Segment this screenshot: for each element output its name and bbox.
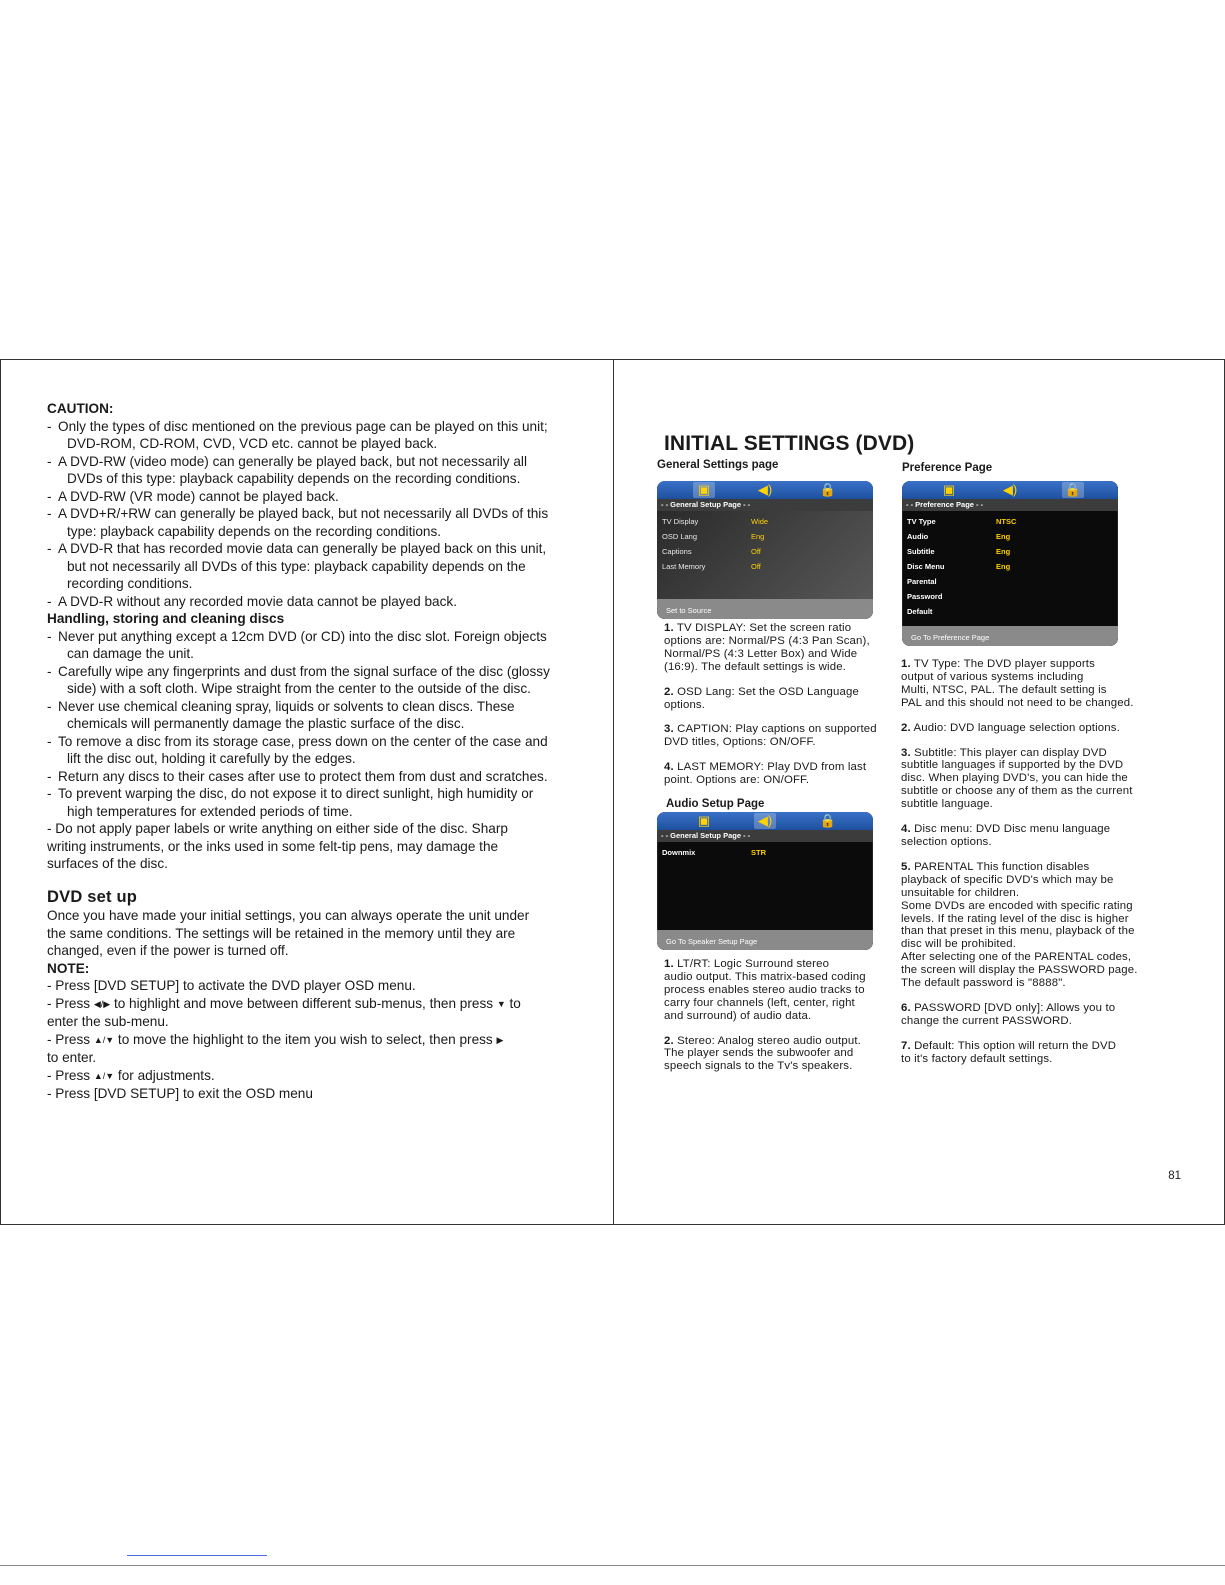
list-item-text: but not necessarily all DVDs of this type: playback capability depends on the [67,558,526,574]
preference-notes [901,658,1163,1078]
osd-row-label: Subtitle [907,547,935,556]
note-text: playback of specific DVD's which may be [901,873,1114,886]
note-paragraph [901,658,1163,710]
osd-row [902,589,1118,604]
note-line [664,774,896,787]
note-line-3: - Press ▲/▼ to move the highlight to the item you wish to select, then press ▶ [47,1031,567,1050]
note-text: than that preset in this menu, playback of the [901,925,1135,938]
caution-item [47,540,567,593]
list-item-text: A DVD-R without any recorded movie data cannot be played back. [58,593,457,609]
tv-icon: ▣ [942,482,956,497]
list-item-text: DVDs of this type: playback capability depends on the recording conditions. [67,471,521,486]
note-line [901,785,1163,798]
page-number: 81 [1168,1170,1181,1182]
tv-icon: ▣ [697,813,711,828]
note-text: carry four channels (left, center, right [664,996,855,1009]
bottom-rule [0,1565,1225,1566]
note-line [901,697,1163,710]
note-text: The default password is "8888". [901,977,1066,990]
note-text: options are: Normal/PS (4:3 Pan Scan), [664,634,870,647]
note-number: 1. [901,658,911,670]
list-item-text: chemicals will permanently damage the plastic surface of the disc. [67,716,465,731]
list-item-text: can damage the unit. [67,646,194,661]
note-line [664,984,896,997]
note-line [664,736,896,749]
handling-last-line: surfaces of the disc. [47,856,168,871]
handling-last-line: writing instruments, or the inks used in some felt-tip pens, may damage the [47,838,499,854]
list-dash: - [47,786,52,801]
general-notes [664,622,896,799]
manual-spread [0,359,1225,1225]
setup-text-line: the same conditions. The settings will be retained in the memory until they are [47,925,516,941]
list-item-text: Carefully wipe any fingerprints and dust from the signal surface of the disc (glossy [58,663,550,679]
note-line [664,1035,896,1048]
preference-page-label: Preference Page [902,462,993,474]
handling-item [47,628,567,663]
setup-text [47,907,567,960]
note-line [901,823,1163,836]
note-text: PAL and this should not need to be changed. [901,696,1134,709]
list-item-text: A DVD+R/+RW can generally be played back, but not necessarily all DVDs of this [58,506,549,521]
note-line [901,836,1163,849]
note-line [664,723,896,736]
note-line [664,1060,896,1073]
note-line [901,951,1163,964]
osd-header: - - Preference Page - - [902,499,1118,511]
note-paragraph [664,1035,896,1074]
list-dash: - [47,733,52,749]
list-item-text: Only the types of disc mentioned on the previous page can be played on this unit; [58,418,548,434]
list-item-text: To prevent warping the disc, do not expose it to direct sunlight, high humidity or [58,786,534,801]
list-dash: - [47,593,52,609]
note-text: The player sends the subwoofer and [664,1047,854,1060]
note-number: 5. [901,860,911,873]
osd-row [657,559,873,574]
page-title: INITIAL SETTINGS (DVD) [664,432,915,455]
note-line [901,798,1163,811]
speaker-icon: ◀) [754,813,776,829]
note-text: subtitle language. [901,798,993,811]
note-number: 2. [664,685,674,698]
list-dash: - [47,768,52,784]
note-line [664,1047,896,1060]
note-text: speech signals to the Tv's speakers. [664,1060,853,1073]
osd-row-label: Disc Menu [907,562,945,571]
note-line-1: - Press [DVD SETUP] to activate the DVD player OSD menu. [47,978,416,993]
note-line [901,887,1163,900]
note-text: options. [664,698,706,711]
note-line [901,658,1163,671]
list-item-text: high temperatures for extended periods of time. [67,803,353,819]
preference-setup-screen [902,481,1118,646]
list-item-text: A DVD-R that has recorded movie data can generally be played back on this unit, [58,541,547,556]
note-text: levels. If the rating level of the disc is higher [901,912,1129,925]
osd-row-value: STR [751,848,766,857]
audio-setup-screen [657,812,873,950]
osd-footer: Go To Preference Page [902,626,1118,646]
caution-item [47,453,567,488]
note-text: disc. When playing DVD's, you can hide the [901,772,1128,785]
note-paragraph [901,1002,1163,1028]
note-paragraph [901,722,1163,735]
left-page [0,359,614,1225]
osd-row [902,544,1118,559]
note-line [901,1040,1163,1053]
note-paragraph [664,622,896,674]
osd-row-label: Downmix [662,848,696,857]
note-paragraph [901,747,1163,812]
osd-header: - - General Setup Page - - [657,830,873,842]
bottom-link-underline [127,1555,267,1556]
osd-tab-bar [902,481,1118,499]
osd-row [657,514,873,529]
caution-item [47,418,567,453]
osd-row [657,845,873,860]
note-line [901,925,1163,938]
osd-row-label: TV Type [907,517,936,526]
list-item-text: To remove a disc from its storage case, press down on the center of the case and [58,733,548,749]
note-text: Some DVDs are encoded with specific rating [901,899,1133,912]
list-dash: - [47,628,52,644]
list-dash: - [47,453,52,469]
osd-row-label: Parental [907,577,937,586]
speaker-icon: ◀) [757,482,773,497]
osd-row-label: TV Display [662,517,699,526]
osd-row-label: Password [907,592,943,601]
handling-list [47,628,567,821]
setup-heading: DVD set up [47,887,138,906]
note-line [901,861,1163,874]
note-text: unsuitable for children. [901,886,1020,899]
note-line [901,722,1163,735]
note-text: PASSWORD [DVD only]: Allows you to [910,1001,1116,1014]
note-text: output of various systems including [901,670,1084,683]
list-item-text: Return any discs to their cases after use to protect them from dust and scratches. [58,768,548,784]
right-page [613,359,1225,1225]
note-text: Default: This option will return the DVD [910,1039,1117,1052]
list-item-text: lift the disc out, holding it carefully by the edges. [67,751,356,766]
note-text: LT/RT: Logic Surround stereo [673,958,830,970]
note-paragraph [901,823,1163,849]
note-line [901,671,1163,684]
note-number: 4. [664,761,674,774]
osd-tab-bar [657,481,873,499]
note-line [901,1015,1163,1028]
speaker-icon: ◀) [1002,482,1018,497]
note-text: selection options. [901,835,992,848]
note-paragraph [664,723,896,749]
osd-row-value: Eng [996,547,1011,556]
note-text: point. Options are: ON/OFF. [664,774,810,787]
note-text: PARENTAL This function disables [910,860,1090,873]
note-text: audio output. This matrix-based coding [664,970,866,983]
note-line-5: - Press [DVD SETUP] to exit the OSD menu [47,1086,313,1101]
note-line [901,772,1163,785]
tv-icon: ▣ [693,482,715,498]
handling-heading: Handling, storing and cleaning discs [47,611,285,626]
note-text: Stereo: Analog stereo audio output. [673,1034,861,1047]
handling-item [47,698,567,733]
note-line [901,874,1163,887]
list-item-text: A DVD-RW (VR mode) cannot be played back. [58,488,339,504]
note-text: LAST MEMORY: Play DVD from last [673,761,867,774]
note-text: CAPTION: Play captions on supported [673,723,877,736]
list-dash: - [47,663,52,679]
right-arrow-icon: ▶ [496,1034,504,1045]
note-line [664,622,896,635]
note-line [664,958,896,971]
note-line [901,964,1163,977]
osd-row-label: Audio [907,532,929,541]
caution-item [47,488,567,506]
osd-row-value: Eng [751,532,765,541]
list-item-text: recording conditions. [67,576,193,591]
note-line [664,1010,896,1023]
note-text: OSD Lang: Set the OSD Language [673,685,859,698]
note-line [901,938,1163,951]
note-line [901,759,1163,772]
note-text: TV Type: The DVD player supports [910,658,1095,670]
setup-text-line: changed, even if the power is turned off. [47,943,289,958]
note-number: 3. [901,746,911,759]
osd-row-label: Default [907,607,933,616]
list-dash: - [47,698,52,714]
caution-list [47,418,567,611]
note-line [901,1002,1163,1015]
osd-row [657,544,873,559]
note-line-3b: to enter. [47,1050,97,1065]
note-paragraph [664,761,896,787]
handling-item [47,785,567,820]
list-item-text: Never use chemical cleaning spray, liquids or solvents to clean discs. These [58,698,515,714]
note-text: After selecting one of the PARENTAL codes, [901,951,1132,964]
list-dash: - [47,541,52,556]
note-line [901,913,1163,926]
lock-icon: 🔒 [819,482,837,497]
left-page-content [47,400,567,1103]
handling-item [47,768,567,786]
note-paragraph [664,958,896,1023]
list-item-text: A DVD-RW (video mode) can generally be played back, but not necessarily all [58,453,527,469]
osd-tab-bar [657,812,873,830]
list-dash: - [47,506,52,521]
note-text: DVD titles, Options: ON/OFF. [664,736,816,749]
list-dash: - [47,488,52,504]
note-line [664,648,896,661]
list-item-text: DVD-ROM, CD-ROM, CVD, VCD etc. cannot be played back. [67,436,438,451]
left-right-arrow-icon: ◀/▶ [93,998,111,1009]
osd-row-value: Off [751,562,761,571]
up-down-arrow-icon: ▲/▼ [93,1034,115,1045]
note-line-2b: enter the sub-menu. [47,1014,169,1029]
note-text: Subtitle: This player can display DVD [910,746,1107,759]
note-paragraph [901,861,1163,990]
up-down-arrow-icon: ▲/▼ [93,1070,115,1081]
note-text: to it's factory default settings. [901,1052,1053,1065]
osd-row-value: NTSC [996,517,1017,526]
osd-row [902,559,1118,574]
note-text: change the current PASSWORD. [901,1014,1073,1027]
osd-header: - - General Setup Page - - [657,499,873,511]
caution-item [47,505,567,540]
note-number: 1. [664,958,674,970]
lock-icon: 🔒 [1062,482,1084,498]
osd-rows [902,511,1118,629]
note-text: subtitle or choose any of them as the current [901,785,1133,798]
note-line [664,635,896,648]
general-setup-screen [657,481,873,619]
note-text: TV DISPLAY: Set the screen ratio [673,622,852,634]
osd-row-label: OSD Lang [662,532,698,541]
note-number: 1. [664,622,674,634]
note-text: Multi, NTSC, PAL. The default setting is [901,683,1107,696]
note-line [664,699,896,712]
audio-setup-label: Audio Setup Page [666,798,765,810]
osd-row-value: Wide [751,517,769,526]
handling-item [47,663,567,698]
caution-heading: CAUTION: [47,401,114,416]
note-heading: NOTE: [47,960,90,976]
note-line [664,971,896,984]
note-number: 2. [664,1034,674,1047]
note-number: 4. [901,823,911,836]
note-text: Disc menu: DVD Disc menu language [910,823,1111,836]
osd-row [902,604,1118,619]
note-text: Audio: DVD language selection options. [910,721,1120,734]
list-item-text: type: playback capability depends on the recording conditions. [67,523,442,539]
osd-row [902,514,1118,529]
note-text: subtitle languages if supported by the DVD [901,759,1124,772]
osd-footer: Set to Source [657,599,873,619]
list-dash: - [47,418,52,434]
note-line [901,1053,1163,1066]
note-number: 2. [901,721,911,734]
osd-row [902,529,1118,544]
note-text: the screen will display the PASSWORD page. [901,964,1138,977]
note-text: and surround) of audio data. [664,1009,812,1022]
note-line [664,661,896,674]
note-line [901,900,1163,913]
note-paragraph [664,686,896,712]
list-item-text: side) with a soft cloth. Wipe straight from the center to the outside of the disc. [67,681,531,696]
note-text: disc will be prohibited. [901,938,1017,951]
note-text: (16:9). The default settings is wide. [664,660,846,673]
setup-text-line: Once you have made your initial settings, you can always operate the unit under [47,908,530,923]
osd-row-value: Eng [996,562,1011,571]
note-line [664,761,896,774]
handling-item [47,733,567,768]
caution-item [47,593,567,611]
osd-footer: Go To Speaker Setup Page [657,930,873,950]
general-settings-label: General Settings page [657,459,779,471]
note-line [664,997,896,1010]
note-line [901,977,1163,990]
lock-icon: 🔒 [819,813,837,828]
osd-row-value: Off [751,547,761,556]
note-line [901,684,1163,697]
osd-row-label: Captions [662,547,692,556]
handling-last-item [47,820,567,873]
note-line-4: - Press ▲/▼ for adjustments. [47,1067,567,1086]
note-line [664,686,896,699]
list-item-text: Never put anything except a 12cm DVD (or CD) into the disc slot. Foreign objects [58,628,547,644]
note-number: 7. [901,1039,911,1052]
handling-last-line: - Do not apply paper labels or write anything on either side of the disc. Sharp [47,821,508,836]
note-number: 6. [901,1001,911,1014]
down-arrow-icon: ▼ [496,998,506,1009]
audio-notes [664,958,896,1085]
note-line-2: - Press ◀/▶ to highlight and move between different sub-menus, then press ▼ to [47,995,567,1014]
note-number: 3. [664,723,674,736]
osd-row-label: Last Memory [662,562,706,571]
note-line [901,747,1163,760]
note-text: process enables stereo audio tracks to [664,983,865,996]
osd-row [657,529,873,544]
note-text: Normal/PS (4:3 Letter Box) and Wide [664,647,858,660]
osd-row-value: Eng [996,532,1011,541]
osd-row [902,574,1118,589]
note-paragraph [901,1040,1163,1066]
